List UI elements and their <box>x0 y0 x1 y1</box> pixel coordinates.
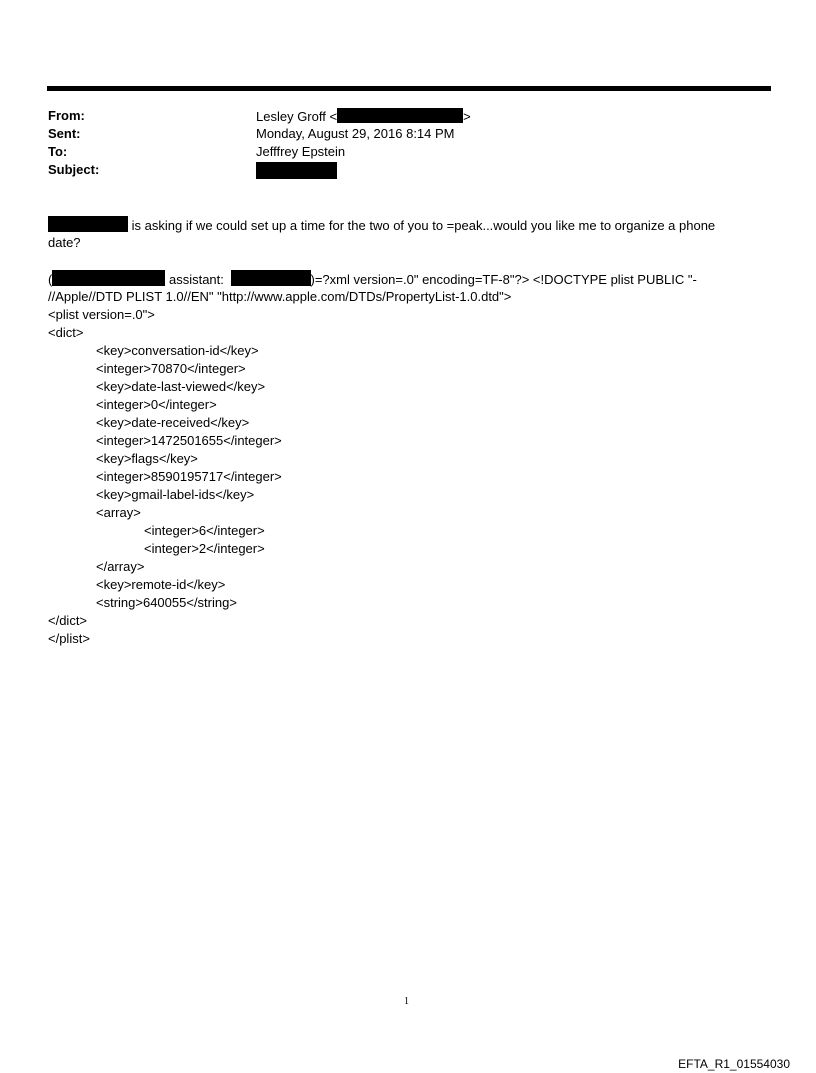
xml-line: </array> <box>96 559 145 574</box>
xml-line: <integer>6</integer> <box>144 523 265 538</box>
body-paragraph-1-line-1 <box>48 216 715 235</box>
subject-label: Subject: <box>48 162 100 177</box>
to-label: To: <box>48 144 68 159</box>
xml-line: </dict> <box>48 613 88 628</box>
from-label: From: <box>48 108 85 123</box>
page-number: 1 <box>404 996 409 1007</box>
body-paragraph-2-line-1 <box>48 270 697 289</box>
xml-line: <array> <box>96 505 141 520</box>
from-name: Lesley Groff < <box>256 109 338 124</box>
redaction-box <box>48 216 128 232</box>
xml-line: </plist> <box>48 631 90 646</box>
xml-line: <integer>1472501655</integer> <box>96 433 282 448</box>
sent-label: Sent: <box>48 126 81 141</box>
xml-line: <integer>0</integer> <box>96 397 217 412</box>
redaction-box <box>337 108 463 123</box>
xml-line: <dict> <box>48 325 84 340</box>
xml-line: <integer>8590195717</integer> <box>96 469 282 484</box>
xml-line: <key>gmail-label-ids</key> <box>96 487 255 502</box>
from-close: > <box>463 109 471 124</box>
to-value: Jefffrey Epstein <box>256 144 346 159</box>
assistant-text: assistant: <box>168 272 224 287</box>
redaction-box <box>256 162 337 179</box>
redaction-box <box>231 270 311 286</box>
redaction-box <box>52 270 165 286</box>
from-value <box>256 108 471 124</box>
xml-header-text: )=?xml version=.0" encoding=TF-8"?> <!DOCTYPE plist PUBLIC "- <box>310 272 697 287</box>
body-paragraph-1-line-2: date? <box>48 235 81 250</box>
xml-line: <integer>2</integer> <box>144 541 265 556</box>
xml-line: <key>date-last-viewed</key> <box>96 379 266 394</box>
xml-line: <plist version=.0"> <box>48 307 155 322</box>
document-id: EFTA_R1_01554030 <box>678 1057 790 1071</box>
open-paren: ( <box>48 272 53 287</box>
xml-line: <key>flags</key> <box>96 451 198 466</box>
body-paragraph-2-line-2: //Apple//DTD PLIST 1.0//EN" "http://www.apple.com/DTDs/PropertyList-1.0.dtd"> <box>48 289 512 304</box>
xml-line: <string>640055</string> <box>96 595 237 610</box>
header-rule <box>47 86 771 91</box>
xml-line: <key>remote-id</key> <box>96 577 226 592</box>
subject-value <box>256 162 337 180</box>
xml-line: <integer>70870</integer> <box>96 361 246 376</box>
xml-line: <key>conversation-id</key> <box>96 343 259 358</box>
body-text: is asking if we could set up a time for the two of you to =peak...would you like me to organize a phone <box>131 218 716 233</box>
xml-line: <key>date-received</key> <box>96 415 250 430</box>
sent-value: Monday, August 29, 2016 8:14 PM <box>256 126 455 141</box>
